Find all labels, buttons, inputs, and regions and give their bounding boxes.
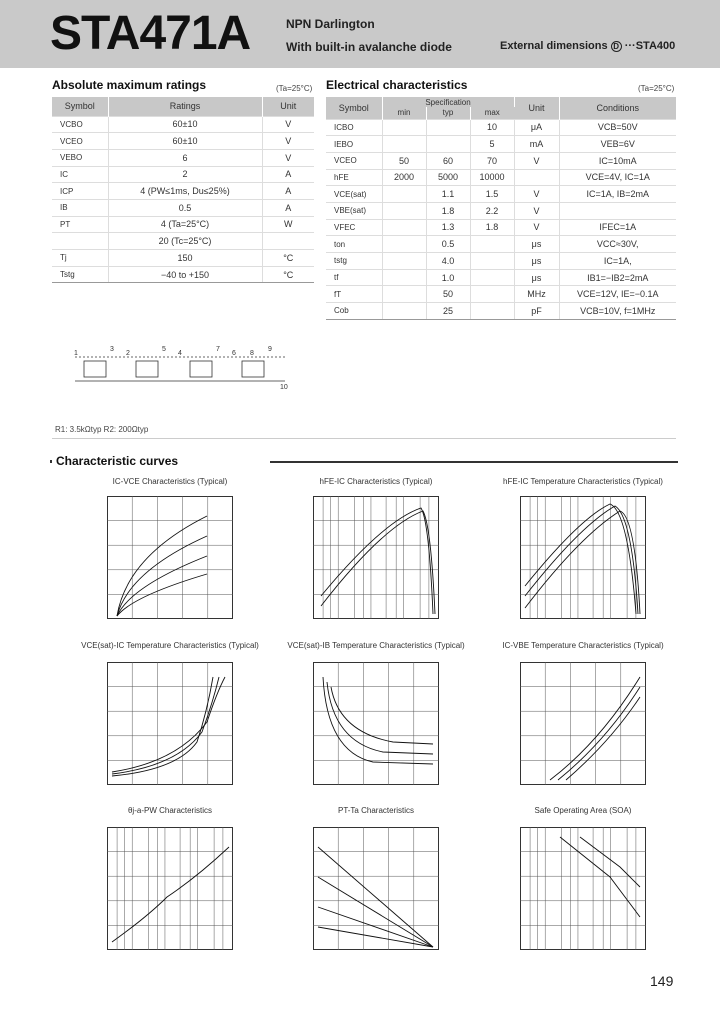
elec-cell-min xyxy=(382,286,426,303)
elec-cell-unit: MHz xyxy=(514,286,559,303)
elec-cell-max xyxy=(470,269,514,286)
graph-curve xyxy=(117,536,207,616)
abs-cell-val: 60±10 xyxy=(108,116,262,133)
elec-table xyxy=(326,97,676,320)
abs-row xyxy=(52,149,314,166)
abs-cell-unit: A xyxy=(262,199,314,216)
abs-cell-sym: VCEO xyxy=(52,133,108,150)
elec-cell-cond: VCB=50V xyxy=(559,119,676,136)
graph-curve xyxy=(580,837,640,887)
graph-curve xyxy=(525,511,640,614)
curves-title: Characteristic curves xyxy=(52,454,182,468)
elec-cell-cond: VCC≈30V, xyxy=(559,236,676,253)
graph-curve xyxy=(117,556,207,616)
graph-curve xyxy=(318,877,433,947)
elec-row xyxy=(326,152,676,169)
elec-cell-min xyxy=(382,236,426,253)
elec-cell-unit xyxy=(514,169,559,186)
graph-curve xyxy=(550,677,640,780)
abs-cell-unit: V xyxy=(262,133,314,150)
equivalent-circuit xyxy=(70,343,295,391)
ext-circle: D xyxy=(611,41,622,52)
abs-cell-unit: A xyxy=(262,166,314,183)
abs-header-unit: Unit xyxy=(262,97,314,116)
elec-cell-max xyxy=(470,303,514,320)
abs-row xyxy=(52,133,314,150)
elec-cell-typ: 1.3 xyxy=(426,219,470,236)
elec-header-min: min xyxy=(382,107,426,119)
elec-cell-unit: V xyxy=(514,186,559,203)
abs-row xyxy=(52,216,314,233)
abs-cell-val: 4 (Ta=25°C) xyxy=(108,216,262,233)
elec-cell-min xyxy=(382,303,426,320)
elec-cell-typ: 5000 xyxy=(426,169,470,186)
elec-cell-cond: IC=10mA xyxy=(559,152,676,169)
elec-cell-sym: tf xyxy=(326,269,382,286)
graph-title: hFE-IC Temperature Characteristics (Typical) xyxy=(503,477,663,486)
elec-cell-sym: hFE xyxy=(326,169,382,186)
graph-title: hFE-IC Characteristics (Typical) xyxy=(319,477,433,486)
graph-plot xyxy=(520,827,646,950)
elec-header-conditions: Conditions xyxy=(559,97,676,119)
abs-cell-unit: A xyxy=(262,183,314,200)
elec-cell-max: 10000 xyxy=(470,169,514,186)
pin-label: 1 xyxy=(74,350,78,357)
abs-cell-val: 150 xyxy=(108,250,262,267)
elec-cell-sym: VCEO xyxy=(326,152,382,169)
abs-cell-sym xyxy=(52,233,108,250)
graph-plot xyxy=(313,496,439,619)
elec-cell-typ xyxy=(426,119,470,136)
elec-row xyxy=(326,186,676,203)
elec-cell-unit: mA xyxy=(514,136,559,153)
elec-header-symbol: Symbol xyxy=(326,97,382,119)
pin-label-end: 10 xyxy=(280,384,288,391)
pin-label: 2 xyxy=(126,350,130,357)
graph-curve xyxy=(566,697,640,780)
elec-cell-min xyxy=(382,202,426,219)
graph-plot xyxy=(107,496,233,619)
header-band xyxy=(0,0,720,68)
ext-label: External dimensions xyxy=(500,40,608,52)
abs-header-symbol: Symbol xyxy=(52,97,108,116)
divider xyxy=(52,438,676,439)
abs-table xyxy=(52,97,314,283)
elec-cell-max xyxy=(470,236,514,253)
graph-curve xyxy=(318,907,433,947)
graph-curve xyxy=(318,847,433,947)
elec-cell-min: 2000 xyxy=(382,169,426,186)
graph-curve xyxy=(112,677,219,774)
elec-cell-typ: 25 xyxy=(426,303,470,320)
abs-row xyxy=(52,250,314,267)
elec-cell-max xyxy=(470,253,514,270)
elec-cell-min xyxy=(382,136,426,153)
elec-cell-cond xyxy=(559,202,676,219)
elec-cell-typ: 60 xyxy=(426,152,470,169)
abs-cell-unit: W xyxy=(262,216,314,233)
abs-cell-unit: V xyxy=(262,149,314,166)
elec-cell-max xyxy=(470,286,514,303)
abs-cell-unit: V xyxy=(262,116,314,133)
abs-cond: (Ta=25°C) xyxy=(276,84,313,93)
elec-cell-unit: μA xyxy=(514,119,559,136)
graph-plot xyxy=(107,662,233,785)
elec-cell-min xyxy=(382,253,426,270)
ext-code: ···STA400 xyxy=(624,40,676,52)
abs-cell-sym: VCBO xyxy=(52,116,108,133)
elec-cell-typ: 50 xyxy=(426,286,470,303)
abs-cell-val: 4 (PW≤1ms, Du≤25%) xyxy=(108,183,262,200)
elec-cell-max: 70 xyxy=(470,152,514,169)
elec-cell-typ xyxy=(426,136,470,153)
pin-label: 9 xyxy=(268,346,272,353)
abs-cell-val: 20 (Tc=25°C) xyxy=(108,233,262,250)
elec-cell-min xyxy=(382,119,426,136)
abs-header-ratings: Ratings xyxy=(108,97,262,116)
graph-title: VCE(sat)-IB Temperature Characteristics (Typical) xyxy=(287,641,465,650)
elec-row xyxy=(326,202,676,219)
abs-cell-sym: ICP xyxy=(52,183,108,200)
graph-plot xyxy=(107,827,233,950)
elec-cell-max: 2.2 xyxy=(470,202,514,219)
graph-curve xyxy=(321,508,433,614)
abs-title: Absolute maximum ratings xyxy=(52,78,207,92)
elec-row xyxy=(326,253,676,270)
elec-cell-cond: VCB=10V, f=1MHz xyxy=(559,303,676,320)
elec-row xyxy=(326,119,676,136)
resistor-note: R1: 3.5kΩtyp R2: 200Ωtyp xyxy=(55,425,149,434)
elec-cell-unit: V xyxy=(514,219,559,236)
elec-cell-sym: VCE(sat) xyxy=(326,186,382,203)
elec-cell-max: 1.8 xyxy=(470,219,514,236)
elec-cell-cond: VCE=12V, IE=−0.1A xyxy=(559,286,676,303)
graph-title: IC-VBE Temperature Characteristics (Typical) xyxy=(502,641,664,650)
subtitle-npn: NPN Darlington xyxy=(286,17,375,31)
pin-label: 6 xyxy=(232,350,236,357)
graph-curve xyxy=(525,506,638,614)
abs-cell-sym: VEBO xyxy=(52,149,108,166)
elec-cell-unit: V xyxy=(514,202,559,219)
abs-cell-sym: IC xyxy=(52,166,108,183)
abs-cell-sym: IB xyxy=(52,199,108,216)
elec-row xyxy=(326,169,676,186)
elec-row xyxy=(326,269,676,286)
abs-cell-val: 0.5 xyxy=(108,199,262,216)
abs-cell-val: 60±10 xyxy=(108,133,262,150)
abs-row xyxy=(52,233,314,250)
graph-curve xyxy=(331,687,433,744)
external-dimensions xyxy=(500,40,675,52)
abs-cell-sym: Tstg xyxy=(52,266,108,283)
graph-plot xyxy=(313,827,439,950)
graph-title: θj-a-PW Characteristics xyxy=(127,806,212,815)
elec-cell-sym: VFEC xyxy=(326,219,382,236)
elec-cell-sym: Cob xyxy=(326,303,382,320)
elec-title: Electrical characteristics xyxy=(326,78,468,92)
elec-row xyxy=(326,219,676,236)
pin-label: 5 xyxy=(162,346,166,353)
elec-cell-min xyxy=(382,186,426,203)
abs-cell-unit: °C xyxy=(262,250,314,267)
subtitle-diode: With built-in avalanche diode xyxy=(286,40,452,54)
graph-title: IC-VCE Characteristics (Typical) xyxy=(112,477,228,486)
abs-row xyxy=(52,116,314,133)
abs-row xyxy=(52,199,314,216)
elec-row xyxy=(326,136,676,153)
abs-cell-sym: PT xyxy=(52,216,108,233)
elec-cell-typ: 1.8 xyxy=(426,202,470,219)
elec-cell-sym: IEBO xyxy=(326,136,382,153)
abs-row xyxy=(52,183,314,200)
elec-cell-sym: tstg xyxy=(326,253,382,270)
elec-cell-min: 50 xyxy=(382,152,426,169)
elec-cell-max: 1.5 xyxy=(470,186,514,203)
elec-cond: (Ta=25°C) xyxy=(638,84,675,93)
elec-cell-cond: IB1=−IB2=2mA xyxy=(559,269,676,286)
graph-curve xyxy=(112,847,229,942)
graph-plot xyxy=(313,662,439,785)
abs-cell-val: 6 xyxy=(108,149,262,166)
elec-cell-sym: fT xyxy=(326,286,382,303)
pin-label: 4 xyxy=(178,350,182,357)
elec-cell-cond: IFEC=1A xyxy=(559,219,676,236)
elec-header-max: max xyxy=(470,107,514,119)
elec-cell-typ: 0.5 xyxy=(426,236,470,253)
graph-curve xyxy=(560,837,640,917)
elec-cell-min xyxy=(382,269,426,286)
elec-cell-sym: ton xyxy=(326,236,382,253)
elec-cell-cond: VEB=6V xyxy=(559,136,676,153)
graph-curve xyxy=(117,516,207,616)
graph-plot xyxy=(520,662,646,785)
abs-cell-val: 2 xyxy=(108,166,262,183)
elec-cell-sym: VBE(sat) xyxy=(326,202,382,219)
elec-cell-max: 10 xyxy=(470,119,514,136)
pin-label: 7 xyxy=(216,346,220,353)
graph-title: VCE(sat)-IC Temperature Characteristics (Typical) xyxy=(81,641,259,650)
abs-cell-unit xyxy=(262,233,314,250)
elec-cell-cond: IC=1A, IB=2mA xyxy=(559,186,676,203)
elec-cell-min xyxy=(382,219,426,236)
graph-title: Safe Operating Area (SOA) xyxy=(534,806,632,815)
elec-cell-unit: V xyxy=(514,152,559,169)
elec-cell-typ: 1.0 xyxy=(426,269,470,286)
elec-cell-typ: 4.0 xyxy=(426,253,470,270)
elec-cell-typ: 1.1 xyxy=(426,186,470,203)
abs-cell-sym: Tj xyxy=(52,250,108,267)
abs-row xyxy=(52,266,314,283)
pin-label: 8 xyxy=(250,350,254,357)
part-number: STA471A xyxy=(50,7,251,60)
abs-cell-val: −40 to +150 xyxy=(108,266,262,283)
elec-cell-sym: ICBO xyxy=(326,119,382,136)
elec-cell-unit: μs xyxy=(514,236,559,253)
elec-row xyxy=(326,303,676,320)
elec-cell-unit: μs xyxy=(514,269,559,286)
elec-cell-cond: VCE=4V, IC=1A xyxy=(559,169,676,186)
abs-row xyxy=(52,166,314,183)
elec-header-spec: Specification xyxy=(382,97,514,107)
graph-plot xyxy=(520,496,646,619)
elec-cell-unit: μs xyxy=(514,253,559,270)
elec-row xyxy=(326,286,676,303)
elec-cell-cond: IC=1A, xyxy=(559,253,676,270)
pin-label: 3 xyxy=(110,346,114,353)
elec-cell-unit: pF xyxy=(514,303,559,320)
elec-header-unit: Unit xyxy=(514,97,559,119)
elec-header-typ: typ xyxy=(426,107,470,119)
abs-cell-unit: °C xyxy=(262,266,314,283)
elec-cell-max: 5 xyxy=(470,136,514,153)
page-number: 149 xyxy=(650,973,674,989)
elec-row xyxy=(326,236,676,253)
graph-title: PT-Ta Characteristics xyxy=(337,806,415,815)
